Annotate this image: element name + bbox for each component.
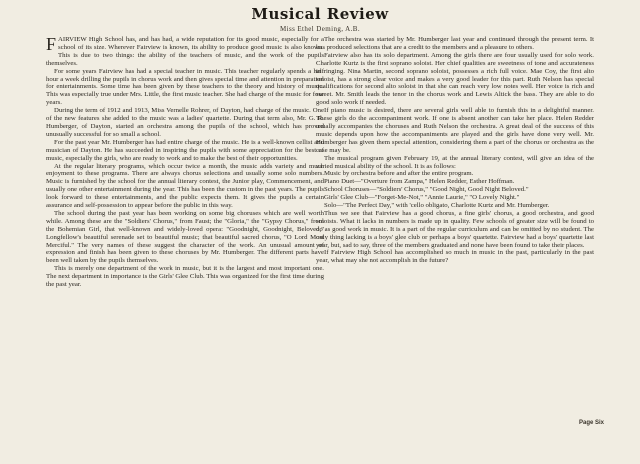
program-item: Music by orchestra before and after the entire program. <box>324 170 474 178</box>
program-item: Piano Duet—"Overture from Zampa," Helen Redder, Esther Hoffman. <box>324 178 515 186</box>
program-item: School Choruses—"Soldiers' Chorus," "Good Night, Good Night Beloved." <box>324 186 529 194</box>
page-title: Musical Review <box>251 5 389 23</box>
paragraph: The musical program given February 19, at the annual literary contest, will give an idea of the varied musical ability of the school. It is as follows: <box>316 154 594 170</box>
author-byline: Miss Ethel Deming, A.B. <box>280 25 360 33</box>
paragraph: At the regular literary programs, which occur twice a month, the music adds variety and much enjoyment to these programs. There are always chorus selections and usually some solo numbers. Music is furnished by the school for the annual literary contest, the Junior play, Commencement, and usually one other entertainment during the year. This has been the custom in the past years. The pupils look forward to these entertainments, and the public expects them. It gives the pupils a certain assurance and self-possession to appear before the public in this way. <box>46 162 324 210</box>
program-item: Solo—"The Perfect Day," with 'cello obligato, Charlotte Kurtz and Mr. Humberger. <box>324 202 550 210</box>
paragraph: If Fairview High School has accomplished so much in music in the past, particularly in the past year, what may she not accomplish in the future? <box>316 249 594 265</box>
right-column <box>316 36 594 426</box>
paragraph: For the past year Mr. Humberger has had entire charge of the music. He is a well-known cellist and musician of Dayton. He has succeeded in inspiring the pupils with some appreciation for the best of music, especially the girls, who are ready to work and to make the best of their opportunities. <box>46 138 324 162</box>
drop-cap: F <box>46 36 57 54</box>
paragraph: The orchestra was started by Mr. Humberger last year and continued through the present term. It has produced selections that are a credit to the members and a pleasure to others. <box>316 36 594 51</box>
paragraph <box>46 36 324 68</box>
paragraph: The school during the past year has been working on some big choruses which are well worth while. Among these are the "Soldiers' Chorus," from Faust; the "Gloria," the "Gypsy Chorus," from the Bohemian Girl, that well-known and widely-loved opera: "Goodnight, Goodnight, Beloved," Longfellow's beautiful serenade set to beautiful music; that beautiful sacred chorus, "O Lord Most Merciful." The very names of these suggest the character of the work. An unusual amount of expression and finish has been given to these choruses by Mr. Humberger. The different parts have been well taken by the pupils themselves. <box>46 209 324 265</box>
paragraph: Fairview also has its solo department. Among the girls there are four usually used for solo work. Charlotte Kurtz is the first soprano soloist. Her chief qualities are sweetness of tone and accurateness in ringing. Nina Martin, second soprano soloist, possesses a rich full voice. Mae Coy, the first alto soloist, has a strong clear voice and makes a very good leader for this part. Ruth Nelson has special qualifications for second alto soloist in that she can reach very low notes well. Her voice is rich and sweet. Mr. Smith leads the tenor in the chorus work and Lewis Altick the bass. They are able to do good solo work if needed. <box>316 51 594 107</box>
paragraph: This is merely one department of the work in music, but it is the largest and most important one. The next department in importance is the Girls' Glee Club. This was organized for the first time during the past year. <box>46 265 324 289</box>
paragraph: For some years Fairview has had a special teacher in music. This teacher regularly spends a half hour a week drilling the pupils in chorus work and then gives special time and attention in preparation for entertainments. Some time has been given by these teachers to the theory and history of music. This was especially true under Mrs. Little, the first music teacher. She had charge of the music for four years. <box>46 67 324 107</box>
paragraph: Thus we see that Fairview has a good chorus, a fine girls' chorus, a good orchestra, and good soloists. What it lacks in numbers is made up in quality. Few schools of greater size will be found to do as good work in music. It is a part of the regular curriculum and can be omitted by no student. The only thing lacking is a boys' glee club or perhaps a boys' quartette. Fairview had a boys' quartette last year, but, sad to say, three of the members graduated and none have been found to take their places. <box>316 209 594 249</box>
page-number: Page Six <box>578 420 604 426</box>
left-column <box>46 36 324 426</box>
paragraph: If piano music is desired, there are several girls well able to furnish this in a delightful manner. These girls do the accompaniment work. If one is absent another can take her place. Helen Redder usually accompanies the choruses and Ruth Nelson the orchestra. A great deal of the success of this music depends upon how the accompaniments are played and the girls have done very well. Mr. Humberger has given them special attention, considering them a part of the chorus or orchestra as the case may be. <box>316 107 594 154</box>
program-item: Girls' Glee Club—"Forget-Me-Not," "Annie Laurie," "O Lovely Night." <box>324 194 520 202</box>
paragraph: During the term of 1912 and 1913, Miss Vernelle Rohrer, of Dayton, had charge of the music. One of the new features she added to the music was a ladies' quartette. During that term also, Mr. G. R. Humberger, of Dayton, started an orchestra among the pupils of the school, which has proved unusually successful for so small a school. <box>46 107 324 138</box>
paragraph-text: AIRVIEW High School has, and has had, a wide reputation for its good music, especially for a school of its size. Wherever Fairview is known, its ability to produce good music is also known. This is due to two things: the ability of the teachers of music, and the work of the pupils themselves. <box>46 36 324 67</box>
